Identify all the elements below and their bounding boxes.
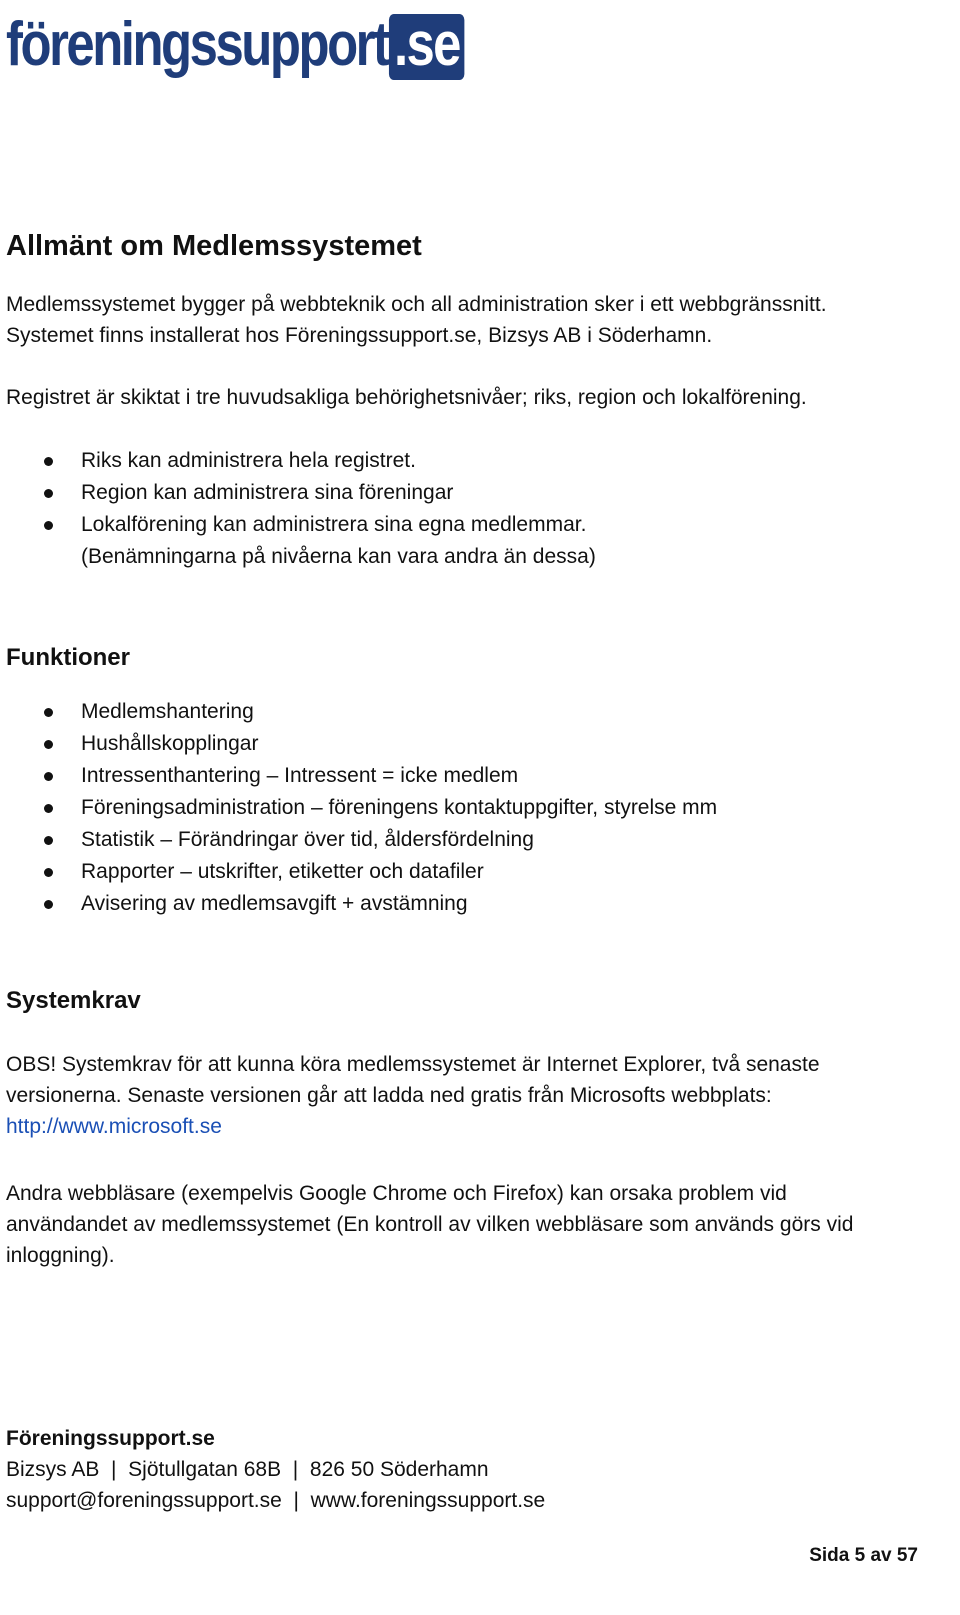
level-text: Riks kan administrera hela registret. <box>81 449 416 472</box>
levels-note: (Benämningarna på nivåerna kan vara andra än dessa) <box>81 545 596 568</box>
logo-wordmark <box>6 10 465 80</box>
function-text: Intressenthantering – Intressent = icke medlem <box>81 764 519 787</box>
footer-contact: support@foreningssupport.se | www.foreningssupport.se <box>6 1489 546 1512</box>
level-text: Lokalförening kan administrera sina egna medlemmar. <box>81 513 587 536</box>
page-number: Sida 5 av 57 <box>809 1545 918 1566</box>
function-text: Avisering av medlemsavgift + avstämning <box>81 892 468 915</box>
page-footer <box>6 1423 545 1516</box>
section-title-general: Allmänt om Medlemssystemet <box>6 230 422 262</box>
general-paragraph-1-line-1: Medlemssystemet bygger på webbteknik och all administration sker i ett webbgränssnitt. <box>6 293 827 316</box>
footer-address: Bizsys AB | Sjötullgatan 68B | 826 50 Söderhamn <box>6 1458 489 1481</box>
function-text: Medlemshantering <box>81 700 254 723</box>
list-item <box>0 856 940 888</box>
bullet-icon <box>44 804 53 813</box>
section-title-functions: Funktioner <box>6 644 130 671</box>
level-text: Region kan administrera sina föreningar <box>81 481 454 504</box>
requirements-line-2: versionerna. Senaste versionen går att ladda ned gratis från Microsofts webbplats: <box>6 1084 772 1107</box>
logo-main-text: föreningssupport <box>6 10 388 79</box>
function-text: Rapporter – utskrifter, etiketter och datafiler <box>81 860 484 883</box>
function-text: Statistik – Förändringar över tid, åldersfördelning <box>81 828 534 851</box>
bullet-icon <box>44 772 53 781</box>
requirements-paragraph-1 <box>6 1049 940 1142</box>
requirements-paragraph-2 <box>6 1178 940 1271</box>
function-text: Hushållskopplingar <box>81 732 259 755</box>
footer-company-name: Föreningssupport.se <box>6 1427 215 1450</box>
requirements-line-1: OBS! Systemkrav för att kunna köra medlemssystemet är Internet Explorer, två senaste <box>6 1053 820 1076</box>
bullet-icon <box>44 836 53 845</box>
browser-note-line-3: inloggning). <box>6 1244 115 1267</box>
general-paragraph-1-line-2: Systemet finns installerat hos Föreningssupport.se, Bizsys AB i Söderhamn. <box>6 324 713 347</box>
list-item <box>0 477 940 509</box>
function-text: Föreningsadministration – föreningens kontaktuppgifter, styrelse mm <box>81 796 718 819</box>
bullet-icon <box>44 740 53 749</box>
microsoft-link[interactable]: http://www.microsoft.se <box>6 1115 222 1138</box>
list-item <box>0 760 940 792</box>
bullet-icon <box>44 489 53 498</box>
list-item <box>0 445 940 477</box>
list-item <box>0 888 940 920</box>
logo-se-box: .se <box>389 14 465 80</box>
company-logo <box>6 2 565 80</box>
list-item <box>0 792 940 824</box>
list-item <box>0 728 940 760</box>
browser-note-line-1: Andra webbläsare (exempelvis Google Chrome och Firefox) kan orsaka problem vid <box>6 1182 787 1205</box>
bullet-icon <box>44 868 53 877</box>
section-title-requirements: Systemkrav <box>6 987 141 1014</box>
browser-note-line-2: användandet av medlemssystemet (En kontroll av vilken webbläsare som används görs vid <box>6 1213 854 1236</box>
bullet-icon <box>44 457 53 466</box>
functions-list <box>0 696 940 920</box>
list-item <box>0 696 940 728</box>
bullet-icon <box>44 708 53 717</box>
general-paragraph-2: Registret är skiktat i tre huvudsakliga behörighetsnivåer; riks, region och lokalförening. <box>6 386 807 409</box>
general-paragraph-1 <box>6 289 940 351</box>
bullet-icon <box>44 521 53 530</box>
bullet-icon <box>44 900 53 909</box>
permission-levels-list <box>0 445 940 541</box>
list-item <box>0 509 940 541</box>
list-item <box>0 824 940 856</box>
